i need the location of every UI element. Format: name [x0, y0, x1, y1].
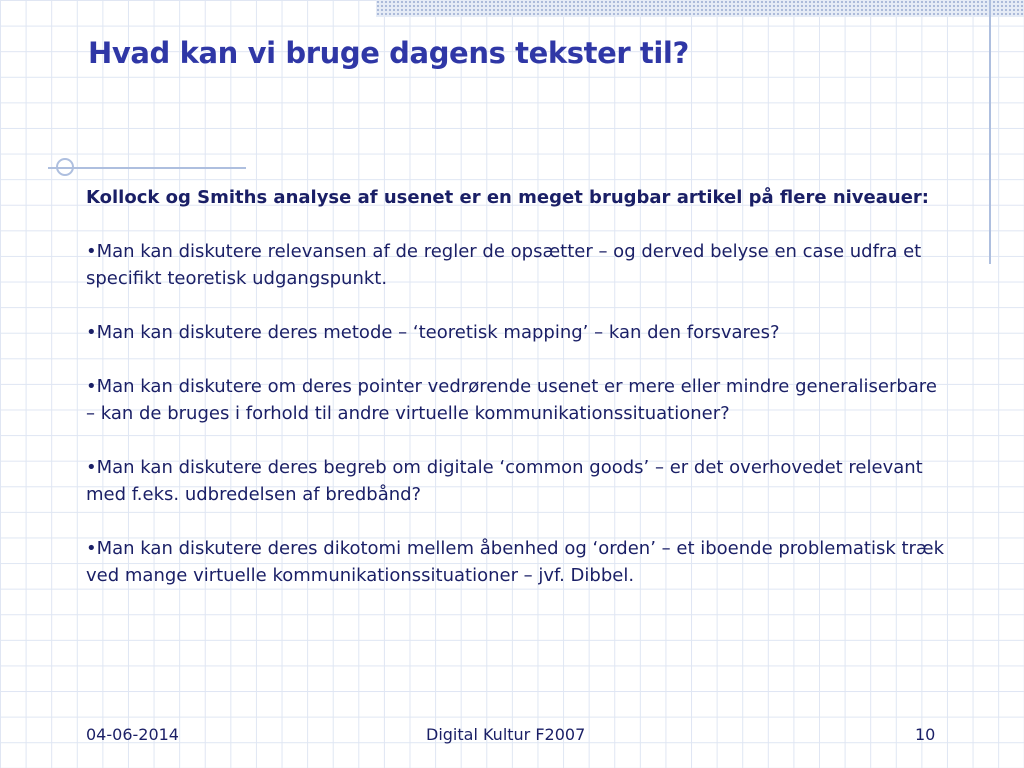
intro-text: Kollock og Smiths analyse af usenet er en meget brugbar artikel på flere niveauer: [86, 187, 929, 208]
decorative-vertical-line [989, 0, 991, 264]
slide-content [86, 184, 946, 616]
footer-date: 04-06-2014 [86, 725, 179, 744]
bullet-item: •Man kan diskutere deres dikotomi mellem åbenhed og ‘orden’ – et iboende problematisk træk ved mange virtuelle kommunikationssituationer – jvf. Dibbel. [86, 538, 945, 586]
bullet-item: •Man kan diskutere om deres pointer vedrørende usenet er mere eller mindre generaliserbare – kan de bruges i forhold til andre virtuelle kommunikationssituationer? [86, 376, 937, 424]
header-pattern [376, 0, 1024, 17]
bullet-item: •Man kan diskutere deres begreb om digitale ‘common goods’ – er det overhovedet relevant med f.eks. udbredelsen af bredbånd? [86, 457, 923, 505]
decorative-horizontal-line [48, 167, 246, 169]
slide-title: Hvad kan vi bruge dagens tekster til? [88, 36, 689, 70]
bullet-item: •Man kan diskutere deres metode – ‘teoretisk mapping’ – kan den forsvares? [86, 322, 780, 343]
decorative-circle [56, 158, 74, 176]
bullet-item: •Man kan diskutere relevansen af de regler de opsætter – og derved belyse en case udfra et specifikt teoretisk udgangspunkt. [86, 241, 922, 289]
footer-page-number: 10 [915, 725, 936, 744]
footer-course: Digital Kultur F2007 [426, 725, 586, 744]
